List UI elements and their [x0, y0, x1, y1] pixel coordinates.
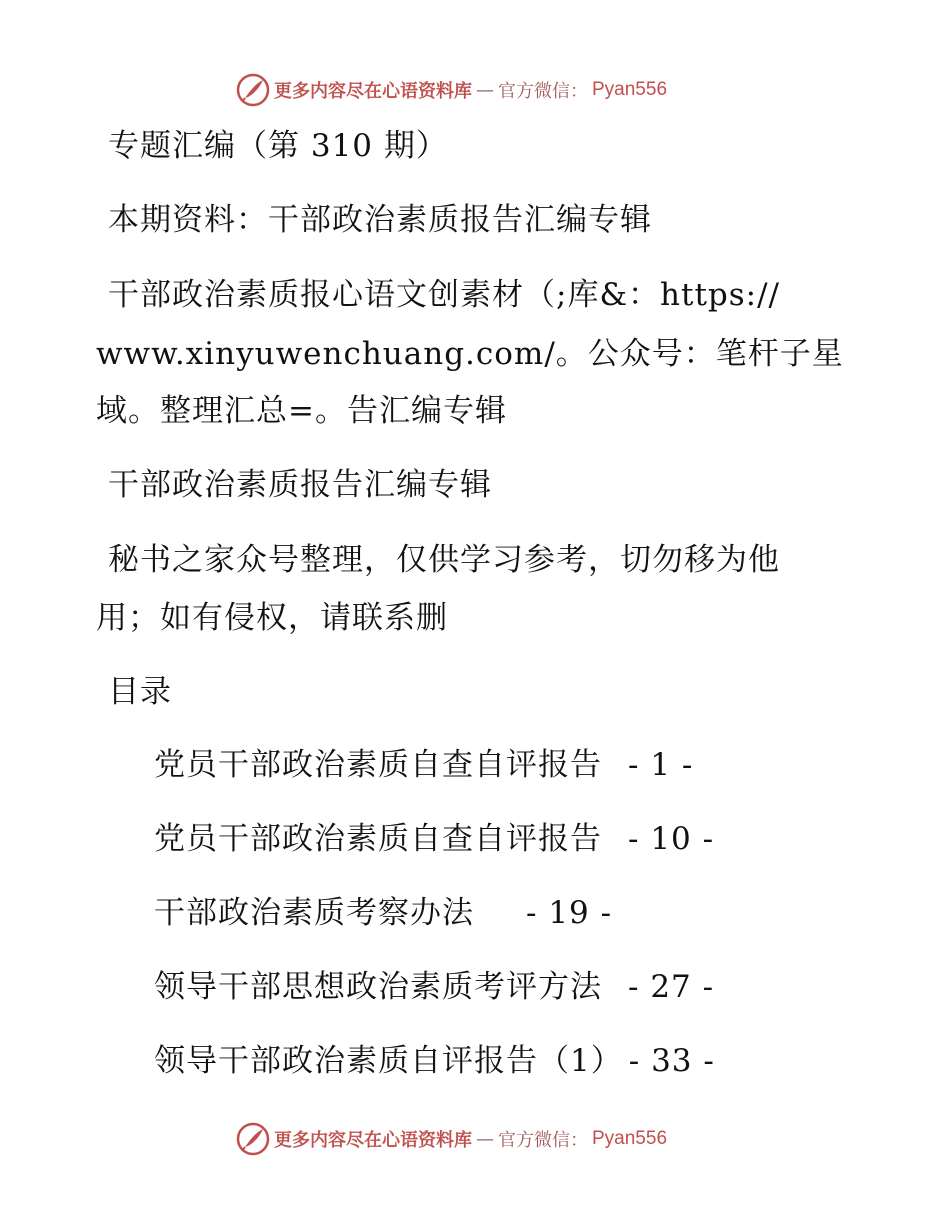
toc-heading: 目录 [108, 674, 172, 710]
watermark-wechat-id: Pyan556 [592, 79, 668, 100]
feather-pen-logo-icon [236, 73, 270, 107]
toc-entry-page: - 33 - [628, 1043, 715, 1079]
toc-entry-page: - 27 - [628, 969, 715, 1005]
issue-title: 专题汇编（第 310 期） [108, 128, 448, 164]
toc-entry-title: 党员干部政治素质自查自评报告 [154, 821, 602, 857]
watermark-dash: — [476, 1128, 494, 1150]
toc-entry-title: 党员干部政治素质自查自评报告 [154, 747, 602, 783]
notice-line-2: 用；如有侵权，请联系删 [96, 600, 448, 636]
watermark-footer [236, 1121, 667, 1157]
toc-entry-title: 领导干部政治素质自评报告（1） [154, 1043, 623, 1079]
toc-entry-4[interactable] [154, 967, 714, 1007]
watermark-site-text: 更多内容尽在心语资料库 [274, 1130, 472, 1151]
toc-entry-title: 干部政治素质考察办法 [154, 895, 474, 931]
watermark-header [236, 72, 667, 108]
watermark-wechat-label: 官方微信： [498, 81, 588, 102]
watermark-wechat-id: Pyan556 [592, 1128, 668, 1149]
feather-pen-logo-icon [236, 1122, 270, 1156]
toc-entry-page: - 19 - [526, 895, 613, 931]
issue-subject: 本期资料：干部政治素质报告汇编专辑 [108, 202, 652, 238]
watermark-wechat-label: 官方微信： [498, 1130, 588, 1151]
toc-entry-2[interactable] [154, 819, 714, 859]
toc-entry-page: - 1 - [628, 747, 694, 783]
watermark-dash: — [476, 79, 494, 101]
intro-line-2: www.xinyuwenchuang.com/。公众号：笔杆子星 [96, 336, 844, 372]
subtitle: 干部政治素质报告汇编专辑 [108, 467, 492, 503]
toc-entry-page: - 10 - [628, 821, 715, 857]
intro-line-1: 干部政治素质报心语文创素材（;库&：https:// [108, 277, 781, 313]
toc-entry-1[interactable] [154, 745, 693, 785]
toc-entry-5[interactable] [154, 1041, 715, 1081]
toc-entry-title: 领导干部思想政治素质考评方法 [154, 969, 602, 1005]
notice-line-1: 秘书之家众号整理，仅供学习参考，切勿移为他 [108, 542, 780, 578]
toc-entry-3[interactable] [154, 893, 612, 933]
intro-line-3: 域。整理汇总=。告汇编专辑 [96, 393, 507, 429]
watermark-site-text: 更多内容尽在心语资料库 [274, 81, 472, 102]
